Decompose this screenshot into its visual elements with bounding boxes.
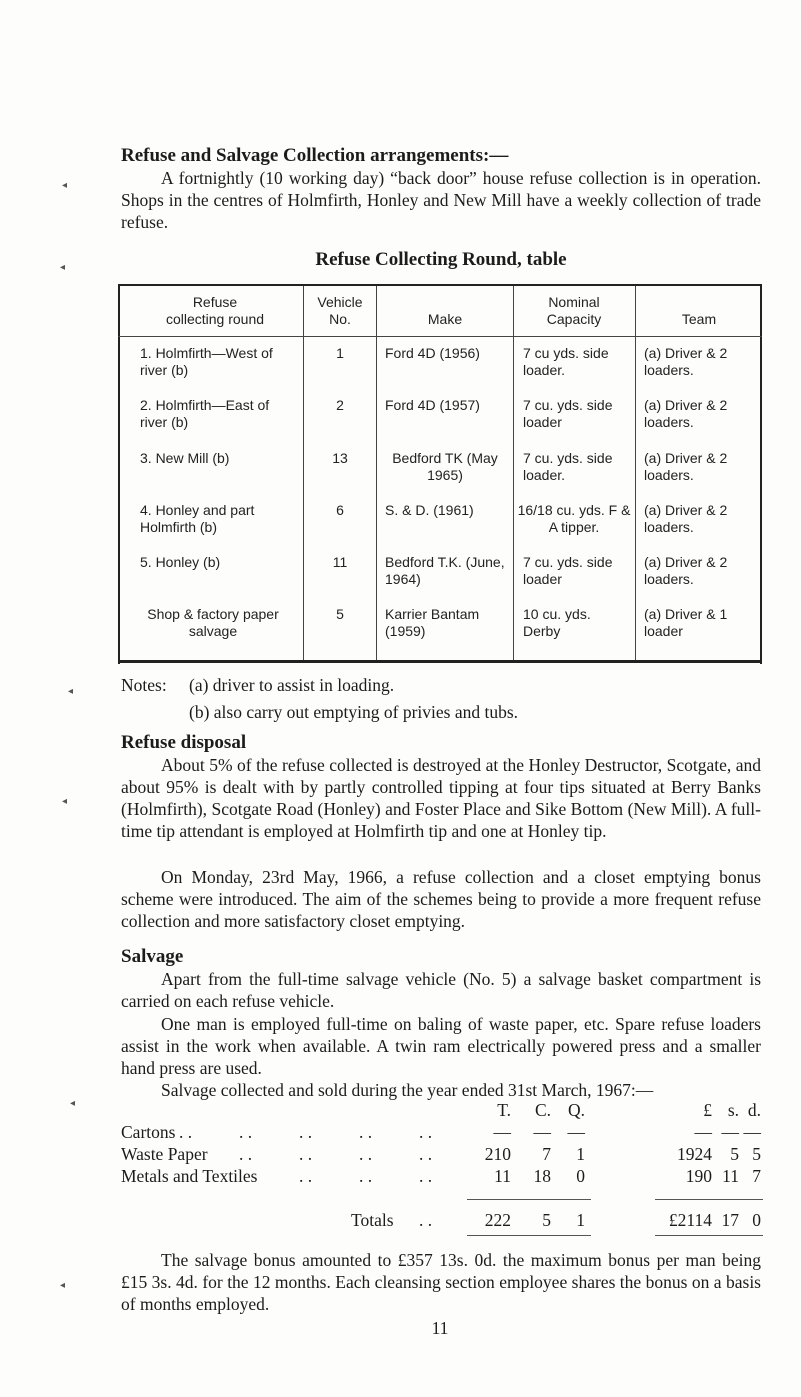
- note-b: (b) also carry out emptying of privies and tubs.: [189, 702, 519, 722]
- table-cell-round: 4. Honley and part Holmfirth (b): [140, 502, 255, 535]
- salvage-figures-table: [121, 1100, 761, 1230]
- totals-tons: 222: [484, 1210, 511, 1230]
- col-header-cwt: C.: [534, 1100, 551, 1120]
- table-cell-make: Ford 4D (1957): [385, 397, 480, 413]
- note-a: (a) driver to assist in loading.: [189, 675, 395, 695]
- table-cell-make: Bedford TK (May 1965): [392, 450, 498, 483]
- table-cell-vehicle: 13: [332, 450, 348, 466]
- salvage-heading: Salvage: [121, 946, 184, 967]
- col-header-pounds: £: [703, 1100, 712, 1120]
- totals-under-rule-weight: [467, 1235, 591, 1236]
- salvage-cell-pence: 5: [752, 1144, 761, 1164]
- totals-cwt: 5: [542, 1210, 551, 1230]
- salvage-paragraph-3: Salvage collected and sold during the year ended 31st March, 1967:—: [161, 1080, 654, 1100]
- totals-qtrs: 1: [576, 1210, 585, 1230]
- salvage-cell-pence: 7: [752, 1166, 761, 1186]
- totals-rule-weight: [467, 1199, 591, 1200]
- header-make: Make: [427, 311, 463, 327]
- page-number: 11: [431, 1318, 449, 1338]
- table-cell-round: 3. New Mill (b): [140, 450, 230, 466]
- leader-dots: . .: [299, 1144, 313, 1164]
- table-right-border: [760, 284, 762, 664]
- leader-dots: . .: [359, 1144, 373, 1164]
- disposal-paragraph-2: On Monday, 23rd May, 1966, a refuse collection and a closet emptying bonus scheme were introduced. The aim of the schemes being to provide a more frequent refuse collection and more satisfactory closet emptying.: [121, 867, 761, 931]
- table-top-border: [118, 284, 762, 286]
- totals-label: Totals: [351, 1210, 394, 1230]
- leader-dots: . .: [419, 1166, 433, 1186]
- table-col-divider: [513, 286, 514, 660]
- refuse-intro-paragraph: A fortnightly (10 working day) “back door” house refuse collection is in operation. Shops in the centres of Holmfirth, Honley and New Mill have a weekly collection of trade refuse.: [121, 168, 761, 232]
- table-cell-make: Ford 4D (1956): [385, 345, 480, 361]
- table-cell-team: (a) Driver & 2 loaders.: [644, 502, 728, 535]
- totals-rule-money: [655, 1199, 763, 1200]
- col-header-tons: T.: [497, 1100, 511, 1120]
- margin-mark: ◂: [62, 796, 68, 807]
- table-cell-capacity: 7 cu. yds. side loader.: [523, 450, 613, 483]
- table-header-rule: [118, 336, 762, 337]
- margin-mark: ◂: [60, 262, 66, 273]
- table-cell-vehicle: 5: [336, 606, 344, 622]
- table-cell-round: Shop & factory paper salvage: [147, 606, 279, 639]
- salvage-cell-shillings: —: [721, 1122, 739, 1142]
- col-header-shillings: s.: [727, 1100, 739, 1120]
- salvage-cell-tons: 11: [494, 1166, 511, 1186]
- table-cell-make: Karrier Bantam (1959): [385, 606, 480, 639]
- salvage-paragraph-1: Apart from the full-time salvage vehicle (No. 5) a salvage basket compartment is carried on each refuse vehicle.: [121, 969, 761, 1011]
- table-title: Refuse Collecting Round, table: [315, 249, 567, 270]
- salvage-cell-cwt: —: [533, 1122, 551, 1142]
- salvage-cell-pence: —: [743, 1122, 761, 1142]
- disposal-paragraph-1: About 5% of the refuse collected is destroyed at the Honley Destructor, Scotgate, and about 95% is dealt with by partly controlled tipping at four tips situated at Berry Banks (Holmfirth), Scotgate Road (Honley) and Foster Place and Sike Bottom (New Mill). A full-time tip attendant is employed at Holmfirth tip and one at Honley tip.: [121, 755, 761, 841]
- leader-dots: . .: [419, 1210, 433, 1230]
- table-col-divider: [303, 286, 304, 660]
- section-heading-refuse-salvage: Refuse and Salvage Collection arrangements:—: [121, 145, 509, 166]
- table-cell-make: S. & D. (1961): [385, 502, 474, 518]
- salvage-cell-qtrs: 0: [576, 1166, 585, 1186]
- table-cell-capacity: 7 cu. yds. side loader: [523, 397, 613, 430]
- totals-pence: 0: [752, 1210, 761, 1230]
- table-cell-make: Bedford T.K. (June, 1964): [385, 554, 505, 587]
- table-cell-team: (a) Driver & 2 loaders.: [644, 450, 728, 483]
- table-cell-capacity: 10 cu. yds. Derby: [523, 606, 591, 639]
- salvage-cell-cwt: 7: [542, 1144, 551, 1164]
- table-cell-vehicle: 11: [332, 554, 348, 570]
- notes-label: Notes:: [121, 675, 167, 695]
- margin-mark: ◂: [60, 1280, 66, 1291]
- leader-dots: . .: [239, 1122, 253, 1142]
- table-cell-capacity: 7 cu yds. side loader.: [523, 345, 609, 378]
- col-header-pence: d.: [747, 1100, 761, 1120]
- salvage-bonus-paragraph: The salvage bonus amounted to £357 13s. 0d. the maximum bonus per man being £15 3s. 4d. for the 12 months. Each cleansing section employee shares the bonus on a basis of months employed.: [121, 1250, 761, 1314]
- totals-shillings: 17: [721, 1210, 739, 1230]
- salvage-row-label: Metals and Textiles: [121, 1166, 258, 1186]
- table-cell-vehicle: 2: [336, 397, 344, 413]
- leader-dots: . .: [299, 1122, 313, 1142]
- leader-dots: . .: [359, 1166, 373, 1186]
- table-cell-round: 1. Holmfirth—West of river (b): [140, 345, 273, 378]
- leader-dots: . .: [179, 1122, 193, 1142]
- margin-mark: ◂: [62, 180, 68, 191]
- salvage-cell-tons: —: [493, 1122, 511, 1142]
- salvage-row-label: Cartons: [121, 1122, 176, 1142]
- table-cell-team: (a) Driver & 2 loaders.: [644, 345, 728, 378]
- salvage-cell-shillings: 11: [722, 1166, 739, 1186]
- table-cell-vehicle: 1: [336, 345, 344, 361]
- salvage-row-label: Waste Paper: [121, 1144, 208, 1164]
- table-cell-team: (a) Driver & 1 loader: [644, 606, 728, 639]
- totals-pounds: £2114: [668, 1210, 712, 1230]
- refuse-round-table: [118, 284, 762, 664]
- table-cell-round: 5. Honley (b): [140, 554, 221, 570]
- salvage-cell-qtrs: —: [567, 1122, 585, 1142]
- salvage-cell-qtrs: 1: [576, 1144, 585, 1164]
- totals-under-rule-money: [655, 1235, 763, 1236]
- table-cell-team: (a) Driver & 2 loaders.: [644, 554, 728, 587]
- table-col-divider: [635, 286, 636, 660]
- table-cell-team: (a) Driver & 2 loaders.: [644, 397, 728, 430]
- salvage-paragraph-2: One man is employed full-time on baling of waste paper, etc. Spare refuse loaders assist in the work when available. A twin ram electrically powered press and a smaller hand press are used.: [121, 1014, 761, 1078]
- table-left-border: [118, 284, 120, 664]
- table-cell-capacity: 16/18 cu. yds. F & A tipper.: [517, 502, 631, 535]
- leader-dots: . .: [359, 1122, 373, 1142]
- salvage-cell-pounds: 1924: [677, 1144, 712, 1164]
- margin-mark: ◂: [68, 686, 74, 697]
- leader-dots: . .: [419, 1122, 433, 1142]
- table-cell-vehicle: 6: [336, 502, 344, 518]
- salvage-cell-tons: 210: [484, 1144, 511, 1164]
- col-header-qtrs: Q.: [567, 1100, 585, 1120]
- table-bottom-border: [118, 660, 762, 663]
- salvage-cell-shillings: 5: [730, 1144, 739, 1164]
- table-cell-round: 2. Holmfirth—East of river (b): [140, 397, 270, 430]
- header-refuse-round: Refuse collecting round: [165, 294, 265, 327]
- leader-dots: . .: [299, 1166, 313, 1186]
- salvage-cell-pounds: 190: [685, 1166, 712, 1186]
- disposal-heading: Refuse disposal: [121, 732, 247, 753]
- header-vehicle-no: Vehicle No.: [317, 294, 363, 327]
- margin-mark: ◂: [70, 1098, 76, 1109]
- table-cell-capacity: 7 cu. yds. side loader: [523, 554, 613, 587]
- salvage-cell-cwt: 18: [533, 1166, 551, 1186]
- salvage-cell-pounds: —: [694, 1122, 712, 1142]
- table-col-divider: [376, 286, 377, 660]
- header-nominal-capacity: Nominal Capacity: [546, 294, 602, 327]
- header-team: Team: [681, 311, 717, 327]
- leader-dots: . .: [239, 1144, 253, 1164]
- leader-dots: . .: [419, 1144, 433, 1164]
